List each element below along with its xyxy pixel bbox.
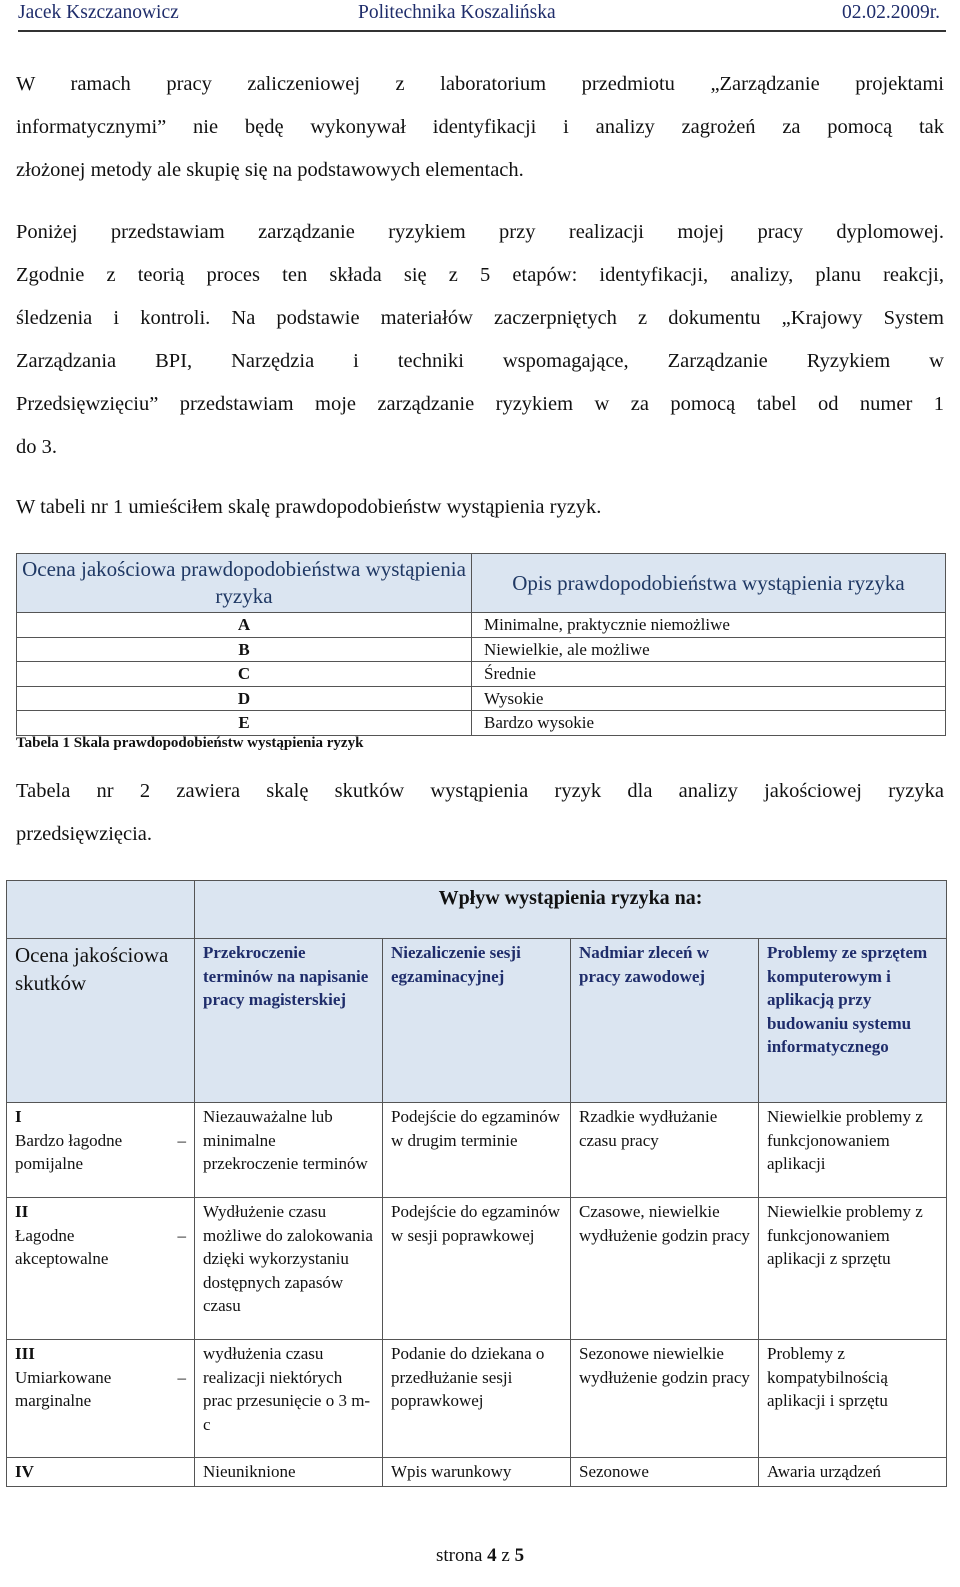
impact-cell: Sezonowe <box>571 1458 759 1487</box>
text-line: przedsięwzięcia. <box>16 823 153 845</box>
table-row <box>7 1340 947 1458</box>
footer-of: z <box>501 1545 510 1566</box>
impact-cell: Wydłużenie czasu możliwe do zalokowania dzięki wykorzystaniu dostępnych zapasów czasu <box>195 1198 383 1340</box>
text-line: Poniżej przedstawiam zarządzanie ryzykiem przy realizacji mojej pracy dyplomowej. <box>16 221 944 243</box>
table-row <box>17 662 946 687</box>
desc-cell: Niewielkie, ale możliwe <box>472 637 946 662</box>
impact-cell: Sezonowe niewielkie wydłużenie godzin pracy <box>571 1340 759 1458</box>
table1-caption: Tabela 1 Skala prawdopodobieństw wystąpienia ryzyk <box>16 735 364 751</box>
impact-cell: Podejście do egzaminów w sesji poprawkowej <box>383 1198 571 1340</box>
severity-cell <box>7 1458 195 1487</box>
desc-cell: Minimalne, praktycznie niemożliwe <box>472 613 946 638</box>
impact-cell: Wpis warunkowy <box>383 1458 571 1487</box>
table-row <box>17 686 946 711</box>
severity-cell <box>7 1340 195 1458</box>
table-row <box>7 1103 947 1198</box>
table-row <box>17 637 946 662</box>
impact-cell: Niewielkie problemy z funkcjonowaniem aplikacji z sprzętu <box>759 1198 947 1340</box>
severity-cell <box>7 1103 195 1198</box>
severity-cell <box>7 1198 195 1340</box>
impact-cell: wydłużenia czasu realizacji niektórych prac przesunięcie o 3 m-c <box>195 1340 383 1458</box>
impact-cell: Rzadkie wydłużanie czasu pracy <box>571 1103 759 1198</box>
grade-cell: D <box>17 686 472 711</box>
text-line: Zarządzania BPI, Narzędzia i techniki wspomagające, Zarządzanie Ryzykiem w <box>16 350 944 372</box>
text-line: Tabela nr 2 zawiera skalę skutków wystąpienia ryzyk dla analizy jakościowej ryzyka <box>16 780 944 802</box>
header-author: Jacek Kszczanowicz <box>18 2 179 23</box>
impact-cell: Podejście do egzaminów w drugim terminie <box>383 1103 571 1198</box>
footer-total-pages: 5 <box>514 1545 525 1566</box>
table-header-row <box>17 554 946 613</box>
text-line: do 3. <box>16 436 57 458</box>
column-header: Przekroczenie terminów na napisanie pracy magisterskiej <box>195 939 383 1103</box>
grade-cell: E <box>17 711 472 736</box>
severity-label: Umiarkowane <box>15 1367 112 1387</box>
impact-table <box>6 880 947 1487</box>
probability-table <box>16 553 946 736</box>
severity-level: II <box>15 1202 29 1221</box>
dash: – <box>177 1225 186 1245</box>
header-date: 02.02.2009r. <box>841 2 940 23</box>
impact-cell: Niezauważalne lub minimalne przekroczenie terminów <box>195 1103 383 1198</box>
column-header: Problemy ze sprzętem komputerowym i aplikacją przy budowaniu systemu informatycznego <box>759 939 947 1103</box>
column-header: Opis prawdopodobieństwa wystąpienia ryzyka <box>472 554 946 613</box>
paragraph-table1-intro <box>16 486 944 529</box>
impact-title: Wpływ wystąpienia ryzyka na: <box>195 881 947 939</box>
footer-page-number: 4 <box>487 1545 497 1566</box>
footer-prefix: strona <box>435 1545 483 1566</box>
empty-corner-cell <box>7 881 195 939</box>
column-header: Ocena jakościowa prawdopodobieństwa wystąpienia ryzyka <box>17 554 472 613</box>
impact-cell: Problemy z kompatybilnością aplikacji i sprzętu <box>759 1340 947 1458</box>
severity-level: I <box>15 1107 22 1126</box>
impact-cell: Nieuniknione <box>195 1458 383 1487</box>
severity-level: IV <box>15 1462 34 1481</box>
page-footer <box>0 1545 960 1567</box>
severity-label: akceptowalne <box>15 1249 109 1268</box>
impact-cell: Podanie do dziekana o przedłużanie sesji poprawkowej <box>383 1340 571 1458</box>
table-row <box>17 613 946 638</box>
text-line: Zgodnie z teorią proces ten składa się z 5 etapów: identyfikacji, analizy, planu reakcji, <box>16 264 944 286</box>
severity-label: pomijalne <box>15 1154 83 1173</box>
table-row <box>7 1458 947 1487</box>
text-line: informatycznymi” nie będę wykonywał identyfikacji i analizy zagrożeń za pomocą tak <box>16 116 944 138</box>
severity-label: Bardzo łagodne <box>15 1130 123 1150</box>
column-header: Nadmiar zleceń w pracy zawodowej <box>571 939 759 1103</box>
text-line: W ramach pracy zaliczeniowej z laboratorium przedmiotu „Zarządzanie projektami <box>16 73 944 95</box>
table-header-row <box>7 939 947 1103</box>
severity-label: marginalne <box>15 1391 92 1410</box>
header-institution: Politechnika Koszalińska <box>358 2 556 23</box>
grade-cell: A <box>17 613 472 638</box>
impact-cell: Niewielkie problemy z funkcjonowaniem aplikacji <box>759 1103 947 1198</box>
row-header: Ocena jakościowa skutków <box>7 939 195 1103</box>
page-header <box>18 0 946 32</box>
impact-cell: Czasowe, niewielkie wydłużenie godzin pracy <box>571 1198 759 1340</box>
paragraph-table2-intro <box>16 770 944 856</box>
text-line: W tabeli nr 1 umieściłem skalę prawdopodobieństw wystąpienia ryzyk. <box>16 496 602 518</box>
desc-cell: Średnie <box>472 662 946 687</box>
grade-cell: B <box>17 637 472 662</box>
text-line: złożonej metody ale skupię się na podstawowych elementach. <box>16 159 524 181</box>
text-line: Przedsięwzięciu” przedstawiam moje zarządzanie ryzykiem w za pomocą tabel od numer 1 <box>16 393 944 415</box>
impact-cell: Awaria urządzeń <box>759 1458 947 1487</box>
dash: – <box>177 1130 186 1150</box>
paragraph-intro <box>16 63 944 192</box>
text-line: śledzenia i kontroli. Na podstawie materiałów zaczerpniętych z dokumentu „Krajowy System <box>16 307 944 329</box>
column-header: Niezaliczenie sesji egzaminacyjnej <box>383 939 571 1103</box>
severity-level: III <box>15 1344 35 1363</box>
grade-cell: C <box>17 662 472 687</box>
table-header-row <box>7 881 947 939</box>
dash: – <box>177 1367 186 1387</box>
severity-label: Łagodne <box>15 1225 75 1245</box>
paragraph-risk-process <box>16 211 944 469</box>
table-row <box>7 1198 947 1340</box>
desc-cell: Bardzo wysokie <box>472 711 946 736</box>
table-row <box>17 711 946 736</box>
desc-cell: Wysokie <box>472 686 946 711</box>
